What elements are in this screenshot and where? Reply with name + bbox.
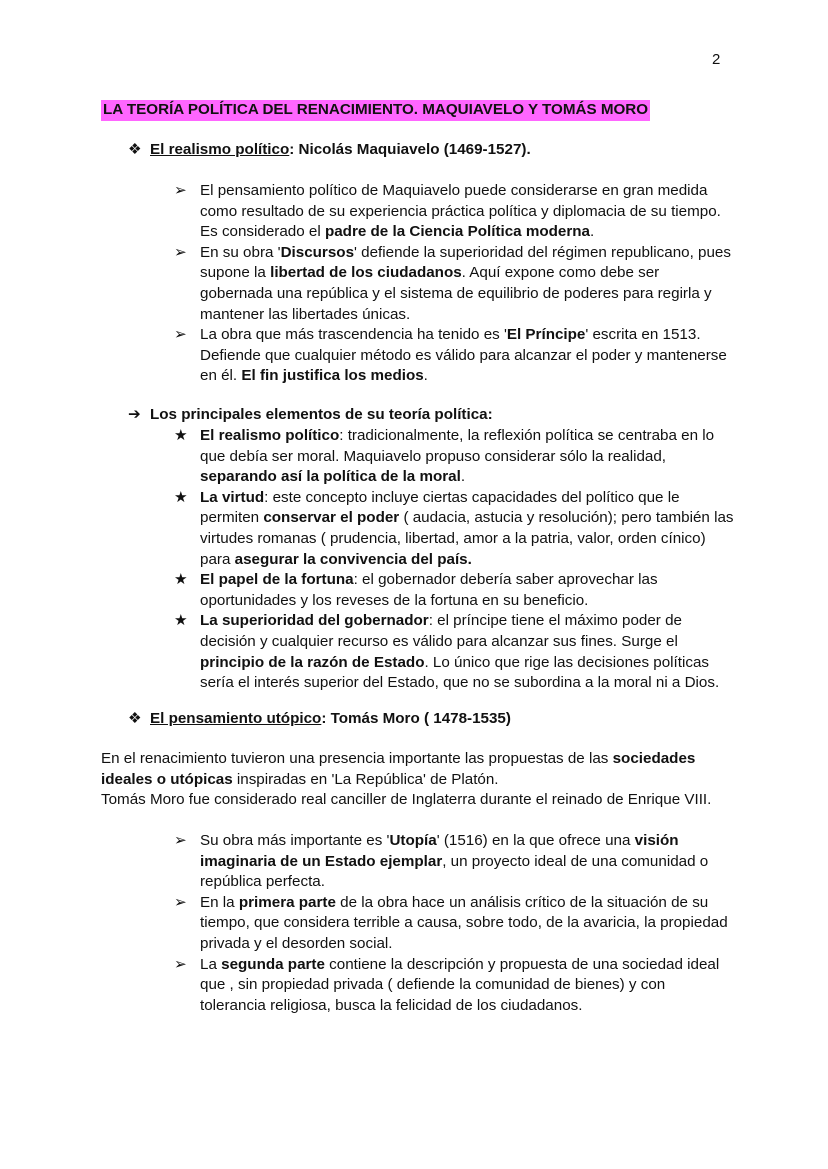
item-text: . Lo único que rige las decisiones políticas sería el interés superior del Estado, que no se subordina a la moral ni a Dios. bbox=[200, 653, 720, 692]
item-bold: asegurar la convivencia del país. bbox=[234, 550, 472, 568]
arrow-right-icon: ➔ bbox=[128, 406, 141, 423]
item-text: . bbox=[589, 223, 595, 241]
star-bullet-icon: ★ bbox=[174, 612, 188, 630]
item-bold: La virtud bbox=[200, 488, 265, 506]
intro-text: En el renacimiento tuvieron una presencia importante las propuestas de las bbox=[101, 750, 613, 767]
item-text: : este concepto incluye ciertas capacidades del político que le permiten bbox=[200, 488, 680, 527]
item-text: de la obra hace un análisis crítico de la situación de su tiempo, que considera terrible a causa, sobre todo, de la avaricia, la propiedad privada y el desorden social. bbox=[200, 893, 728, 952]
item-text: ' defiende la superioridad del régimen republicano, pues supone la bbox=[200, 243, 731, 282]
item-text: En la bbox=[200, 893, 239, 911]
item-bold: padre de la Ciencia Política moderna bbox=[324, 223, 590, 241]
item-bold: La superioridad del gobernador bbox=[200, 612, 429, 630]
list-item bbox=[174, 488, 734, 570]
item-text: : el gobernador debería saber aprovechar las oportunidades y los reveses de la fortuna en su beneficio. bbox=[200, 571, 658, 609]
intro-bold: sociedades ideales o utópicas bbox=[101, 750, 696, 788]
section-heading-rest: : Nicolás Maquiavelo (1469-1527). bbox=[289, 141, 531, 158]
section-heading-label: El pensamiento utópico bbox=[150, 710, 322, 727]
item-bold: Utopía bbox=[389, 832, 437, 849]
item-bold: libertad de los ciudadanos bbox=[270, 264, 462, 282]
section-heading-label: El realismo político bbox=[150, 141, 290, 158]
diamond-bullet-icon: ❖ bbox=[128, 141, 142, 158]
arrow-bullet-icon: ➢ bbox=[174, 832, 187, 849]
item-text: . bbox=[423, 367, 428, 385]
item-bold: El realismo político bbox=[200, 427, 340, 444]
elementos-list bbox=[174, 426, 734, 694]
list-item bbox=[174, 570, 734, 611]
utopico-intro bbox=[101, 749, 741, 790]
item-text: : el príncipe tiene el máximo poder de decisión y cualquier recurso es válido para alcanzar sus fines. Surge el bbox=[200, 612, 682, 650]
list-item bbox=[174, 243, 734, 325]
item-text: . Aquí expone como debe ser gobernada una república y el sistema de equilibrio de poderes para regirla y mantener las libertades únicas. bbox=[200, 264, 712, 323]
star-bullet-icon: ★ bbox=[174, 488, 188, 506]
arrow-bullet-icon: ➢ bbox=[174, 955, 187, 973]
item-text: Su obra más importante es ' bbox=[200, 832, 390, 849]
section-heading-rest: : Tomás Moro ( 1478-1535) bbox=[321, 710, 511, 727]
item-bold: El papel de la fortuna bbox=[200, 571, 354, 589]
page-number: 2 bbox=[712, 51, 721, 68]
star-bullet-icon: ★ bbox=[174, 427, 188, 444]
list-item bbox=[174, 893, 734, 955]
page-title: LA TEORÍA POLÍTICA DEL RENACIMIENTO. MAQUIAVELO Y TOMÁS MORO bbox=[101, 100, 650, 121]
list-item bbox=[174, 611, 734, 693]
item-text: , un proyecto ideal de una comunidad o república perfecta. bbox=[200, 852, 709, 891]
section-heading-label: Los principales elementos de su teoría política: bbox=[150, 406, 493, 423]
star-bullet-icon: ★ bbox=[174, 571, 188, 589]
item-bold: conservar el poder bbox=[263, 509, 400, 527]
item-bold: segunda parte bbox=[221, 955, 325, 973]
item-bold: principio de la razón de Estado bbox=[200, 653, 425, 671]
arrow-bullet-icon: ➢ bbox=[174, 182, 187, 199]
arrow-bullet-icon: ➢ bbox=[174, 243, 187, 261]
list-item bbox=[174, 426, 734, 488]
utopia-list bbox=[174, 831, 734, 1016]
section-heading-realismo bbox=[128, 140, 728, 161]
list-item bbox=[174, 831, 734, 893]
item-text: ' escrita en 1513. Defiende que cualquier método es válido para alcanzar el poder y mantenerse en él. bbox=[200, 326, 727, 385]
realismo-list bbox=[174, 181, 734, 387]
item-text: contiene la descripción y propuesta de una sociedad ideal que , sin propiedad privada ( defiende la comunidad de bienes) y con tolerancia religiosa, busca la felicidad de los ciudadanos. bbox=[200, 955, 720, 1014]
section-heading-utopico bbox=[128, 709, 728, 730]
arrow-bullet-icon: ➢ bbox=[174, 893, 187, 911]
list-item bbox=[174, 955, 734, 1017]
item-text: ( audacia, astucia y resolución); pero también las virtudes romanas ( prudencia, libertad, amor a la patria, valor, orden cínico) para bbox=[200, 509, 734, 568]
item-text: La obra que más trascendencia ha tenido es ' bbox=[200, 326, 507, 344]
arrow-bullet-icon: ➢ bbox=[174, 326, 187, 344]
item-text: El pensamiento político de Maquiavelo puede considerarse en gran medida como resultado de su experiencia práctica política y diplomacia de su tiempo. Es considerado el bbox=[200, 182, 721, 241]
utopico-intro-2: Tomás Moro fue considerado real canciller de Inglaterra durante el reinado de Enrique VIII. bbox=[101, 791, 712, 808]
item-text: . bbox=[460, 468, 466, 486]
list-item bbox=[174, 181, 734, 243]
item-text: La bbox=[200, 955, 222, 973]
item-bold: Discursos bbox=[280, 243, 355, 261]
item-text: : tradicionalmente, la reflexión política se centraba en lo que debía ser moral. Maquiavelo propuso considerar sólo la realidad, bbox=[200, 427, 715, 465]
item-bold: El Príncipe bbox=[506, 326, 586, 344]
item-bold: primera parte bbox=[238, 893, 336, 911]
section-heading-elementos bbox=[128, 405, 728, 426]
item-text: ' (1516) en la que ofrece una bbox=[436, 832, 635, 849]
item-text: En su obra ' bbox=[200, 243, 281, 261]
list-item bbox=[174, 325, 734, 387]
diamond-bullet-icon: ❖ bbox=[128, 710, 142, 727]
item-bold: separando así la política de la moral bbox=[200, 468, 461, 486]
item-bold: visión imaginaria de un Estado ejemplar bbox=[200, 832, 679, 870]
intro-text: inspiradas en 'La República' de Platón. bbox=[232, 770, 499, 788]
item-bold: El fin justifica los medios bbox=[241, 367, 424, 385]
